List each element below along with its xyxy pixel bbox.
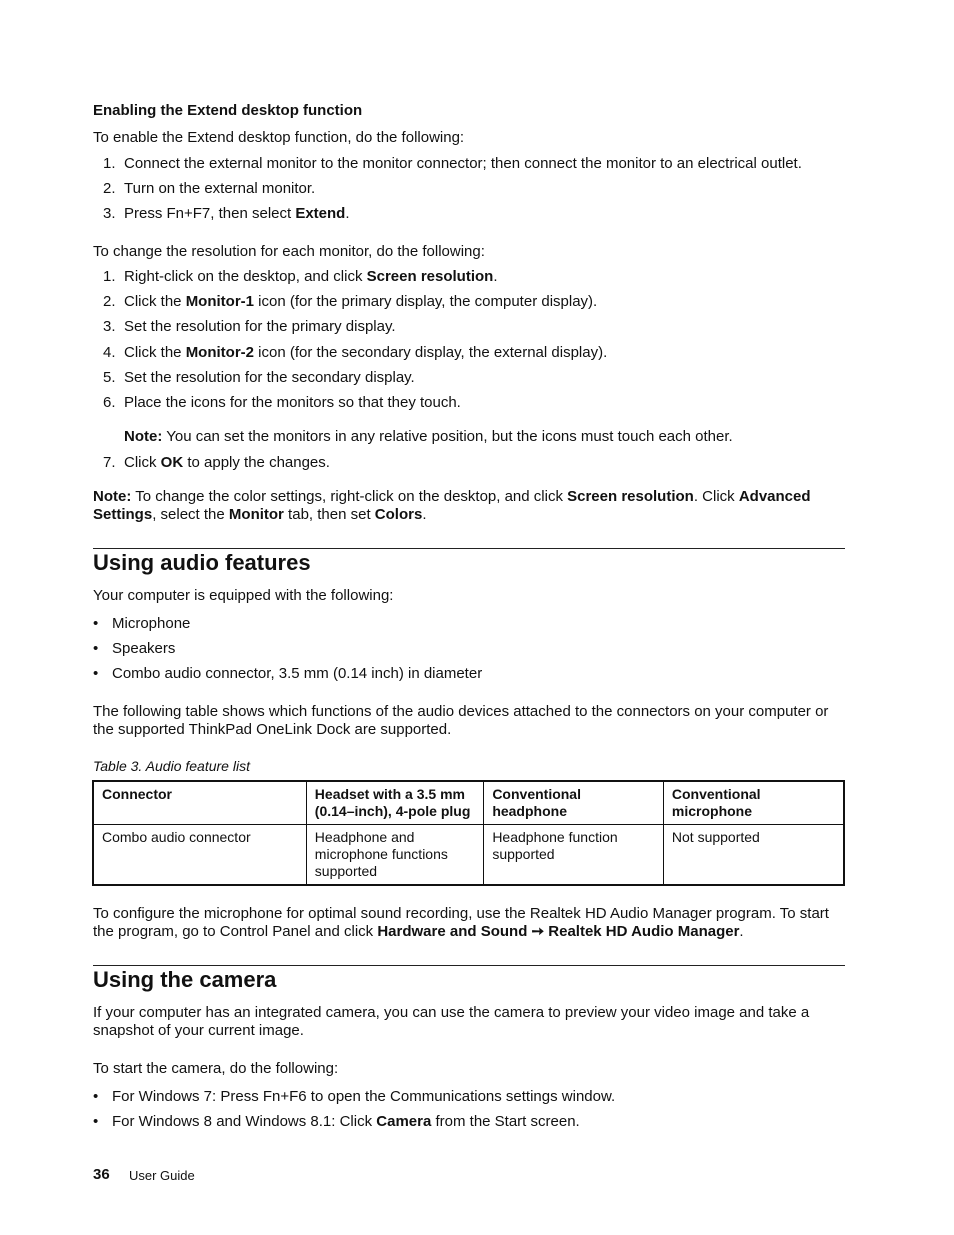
- note-text: . Click: [693, 488, 739, 505]
- list-text: .: [345, 205, 350, 222]
- note-text: tab, then set: [283, 506, 375, 523]
- list-number: 6.: [103, 394, 116, 411]
- list-number: 3.: [103, 205, 116, 222]
- bold-term: Screen resolution: [567, 488, 694, 505]
- list-item: [103, 394, 461, 412]
- list-text: Click the: [124, 344, 186, 361]
- paragraph-text: .: [739, 923, 744, 940]
- list-text: .: [493, 268, 498, 285]
- section-heading: Using audio features: [93, 550, 311, 575]
- bold-term: Advanced Settings: [93, 488, 811, 523]
- paragraph-text: To configure the microphone for optimal sound recording, use the Realtek HD Audio Manager program. To start the program, go to Control Panel and click: [93, 905, 829, 940]
- bold-term: Monitor: [228, 506, 284, 523]
- note-text: .: [422, 506, 427, 523]
- bullet-item: [93, 1088, 615, 1106]
- bullet-text: Combo audio connector, 3.5 mm (0.14 inch) in diameter: [112, 665, 483, 682]
- footer-label: User Guide: [129, 1168, 195, 1183]
- list-number: 1.: [103, 155, 116, 172]
- bold-term: Monitor-1: [185, 293, 255, 310]
- list-text: icon (for the secondary display, the external display).: [254, 344, 608, 361]
- list-number: 4.: [103, 344, 116, 361]
- bullet-text: For Windows 8 and Windows 8.1: Click: [112, 1113, 377, 1130]
- list-text: Connect the external monitor to the monitor connector; then connect the monitor to an electrical outlet.: [124, 155, 802, 172]
- list-number: 5.: [103, 369, 116, 386]
- list-item: [103, 155, 802, 173]
- bold-term: Colors: [374, 506, 423, 523]
- bullet-item: [93, 665, 482, 683]
- list-item: [103, 454, 330, 472]
- list-text: Place the icons for the monitors so that they touch.: [124, 394, 461, 411]
- list-item: [103, 344, 607, 362]
- list-item: [103, 293, 597, 311]
- bold-term: Screen resolution: [366, 268, 494, 285]
- table-cell: Not supported: [663, 825, 844, 886]
- bold-term: Realtek HD Audio Manager: [548, 923, 740, 940]
- bold-term: Camera: [376, 1113, 432, 1130]
- bullet-icon: •: [93, 615, 99, 632]
- list-text: Turn on the external monitor.: [124, 180, 316, 197]
- note-text: You can set the monitors in any relative position, but the icons must touch each other.: [162, 428, 733, 445]
- table-header-cell: Connector: [93, 781, 306, 825]
- list-item: [103, 369, 415, 387]
- list-number: 1.: [103, 268, 116, 285]
- list-text: to apply the changes.: [183, 454, 330, 471]
- table-caption: Table 3. Audio feature list: [93, 758, 250, 774]
- table-cell: Headphone and microphone functions supported: [306, 825, 484, 886]
- paragraph: The following table shows which functions of the audio devices attached to the connectors on your computer or the supported ThinkPad OneLink Dock are supported.: [93, 703, 829, 738]
- arrow-icon: ➙: [527, 923, 549, 940]
- table-header-cell: Conventional microphone: [663, 781, 844, 825]
- note-label: Note:: [93, 488, 132, 505]
- bullet-text: Speakers: [112, 640, 176, 657]
- paragraph: To start the camera, do the following:: [93, 1060, 339, 1077]
- bullet-text: For Windows 7: Press Fn+F6 to open the Communications settings window.: [112, 1088, 616, 1105]
- bullet-icon: •: [93, 1088, 99, 1105]
- bold-term: Hardware and Sound: [377, 923, 528, 940]
- bullet-item: [93, 615, 190, 633]
- table-row: [93, 825, 844, 886]
- config-paragraph: [93, 905, 848, 941]
- section-divider: [93, 548, 845, 549]
- bullet-text: from the Start screen.: [431, 1113, 580, 1130]
- list-item: [103, 205, 350, 223]
- note-label: Note:: [124, 428, 163, 445]
- list-number: 3.: [103, 318, 116, 335]
- list-item: [103, 318, 396, 336]
- list-text: Press Fn+F7, then select: [124, 205, 296, 222]
- bullet-icon: •: [93, 1113, 99, 1130]
- paragraph: To enable the Extend desktop function, do the following:: [93, 129, 465, 146]
- bullet-item: [93, 1113, 580, 1131]
- note-text: To change the color settings, right-click on the desktop, and click: [131, 488, 568, 505]
- list-text: Set the resolution for the secondary display.: [124, 369, 415, 386]
- list-number: 2.: [103, 293, 116, 310]
- list-number: 2.: [103, 180, 116, 197]
- section-divider: [93, 965, 845, 966]
- table-cell: Headphone function supported: [484, 825, 664, 886]
- note: [124, 428, 733, 446]
- list-item: [103, 180, 315, 198]
- list-item: [103, 268, 498, 286]
- paragraph: If your computer has an integrated camera, you can use the camera to preview your video image and take a snapshot of your current image.: [93, 1004, 810, 1039]
- list-text: icon (for the primary display, the computer display).: [254, 293, 598, 310]
- color-note: [93, 488, 853, 524]
- list-text: Right-click on the desktop, and click: [124, 268, 367, 285]
- note-text: , select the: [152, 506, 229, 523]
- list-text: Set the resolution for the primary display.: [124, 318, 396, 335]
- bullet-text: Microphone: [112, 615, 191, 632]
- page-number: 36: [93, 1166, 110, 1183]
- table-header-cell: Conventional headphone: [484, 781, 664, 825]
- list-number: 7.: [103, 454, 116, 471]
- bold-term: Monitor-2: [185, 344, 255, 361]
- list-text: Click the: [124, 293, 186, 310]
- table-cell: Combo audio connector: [93, 825, 306, 886]
- section-subheading: Enabling the Extend desktop function: [93, 102, 363, 119]
- bullet-item: [93, 640, 175, 658]
- section-heading: Using the camera: [93, 967, 277, 992]
- bullet-icon: •: [93, 665, 99, 682]
- paragraph: To change the resolution for each monitor, do the following:: [93, 243, 485, 260]
- list-text: Click: [124, 454, 161, 471]
- table-header-row: [93, 781, 844, 825]
- table-header-cell: Headset with a 3.5 mm (0.14–inch), 4-pole plug: [306, 781, 484, 825]
- paragraph: Your computer is equipped with the following:: [93, 587, 394, 604]
- audio-feature-table: [92, 780, 845, 886]
- bold-term: Extend: [295, 205, 346, 222]
- bold-term: OK: [160, 454, 184, 471]
- bullet-icon: •: [93, 640, 99, 657]
